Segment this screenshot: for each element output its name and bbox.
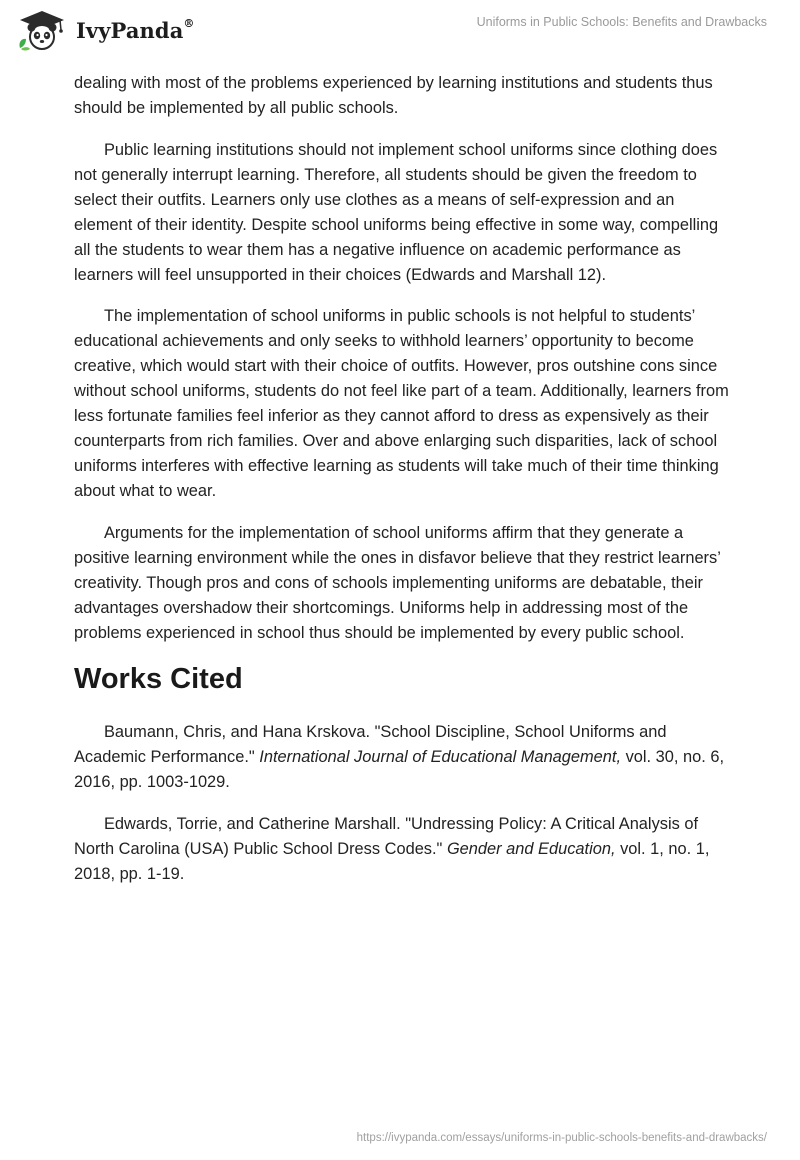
body-paragraph: dealing with most of the problems experienced by learning institutions and students thus should be implemented by all public schools. (74, 74, 713, 117)
journal-title: Gender and Education, (446, 839, 616, 858)
works-cited-heading: Works Cited (74, 663, 243, 695)
body-paragraph: Public learning institutions should not implement school uniforms since clothing does not generally interrupt learning. Therefore, all students should be given the freedom to select their outfits. Learners only use clothes as a means of self-expression and an element of their identity. Despite school uniforms being effective in some way, compelling all the students to wear them has a negative influence on academic performance as learners will feel unsupported in their choices (Edwards and Marshall 12). (74, 140, 719, 284)
citation-entry: Edwards, Torrie, and Catherine Marshall. "Undressing Policy: A Critical Analysis of North Carolina (USA) Public School Dress Codes." Gender and Education, vol. 1, no. 1, 2018, pp. 1-19. (74, 814, 710, 883)
document-body (74, 71, 734, 903)
journal-title: International Journal of Educational Management, (259, 748, 622, 766)
body-paragraph: The implementation of school uniforms in public schools is not helpful to students’ educational achievements and only seeks to withhold learners’ opportunity to become creative, which would start with their choice of outfits. However, pros outshine cons since without school uniforms, students do not feel like part of a team. Additionally, learners from less fortunate families feel inferior as they cannot afford to dress as expensively as their counterparts from rich families. Over and above enlarging such disparities, lack of school uniforms interferes with effective learning as students will take much of their time thinking about what to wear. (74, 307, 729, 500)
panda-graduate-icon (14, 8, 70, 52)
page-header (0, 0, 800, 64)
source-url[interactable]: https://ivypanda.com/essays/uniforms-in-public-schools-benefits-and-drawbacks/ (356, 1132, 767, 1144)
body-paragraph: Arguments for the implementation of school uniforms affirm that they generate a positive learning environment while the ones in disfavor believe that they restrict learners’ creativity. Though pros and cons of schools implementing uniforms are debatable, their advantages overshadow their shortcomings. Uniforms help in addressing most of the problems experienced in school thus should be implemented by every public school. (74, 523, 721, 642)
citation-entry: Baumann, Chris, and Hana Krskova. "School Discipline, School Uniforms and Academic Performance." International Journal of Educational Management, vol. 30, no. 6, 2016, pp. 1003-1029. (74, 723, 724, 791)
document-title: Uniforms in Public Schools: Benefits and Drawbacks (476, 15, 767, 29)
ivypanda-logo[interactable] (14, 8, 195, 52)
brand-name: IvyPanda® (76, 16, 195, 43)
